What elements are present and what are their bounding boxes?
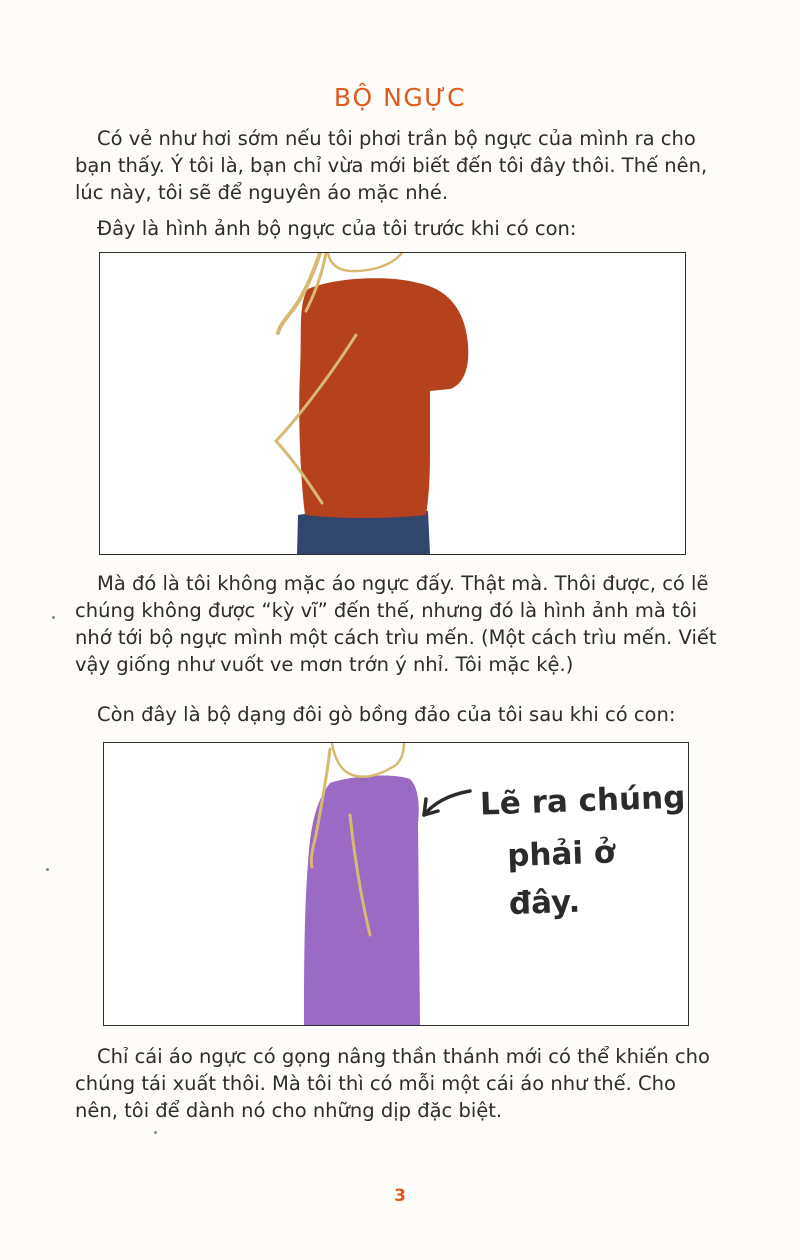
paper-speck: [154, 1131, 157, 1134]
paragraph-explanation: Mà đó là tôi không mặc áo ngực đấy. Thật mà. Thôi được, có lẽ chúng không được “kỳ vĩ” đến thế, nhưng đó là hình ảnh mà tôi nhớ tới bộ ngực mình một cách trìu mến. (Một cách trìu mến. Viết vậy giống như vuốt ve mơn trớn ý nhỉ. Tôi mặc kệ.): [75, 572, 717, 676]
illustration-before-kids: [99, 252, 686, 555]
page-title: BỘ NGỰC: [333, 83, 467, 112]
paper-speck: [46, 868, 49, 871]
paragraph-before-caption: Đây là hình ảnh bộ ngực của tôi trước khi có con:: [97, 217, 577, 240]
paper-speck: [52, 616, 55, 619]
illustration-after-kids: [103, 742, 689, 1026]
paragraph-closing: Chỉ cái áo ngực có gọng nâng thần thánh mới có thể khiến cho chúng tái xuất thôi. Mà tôi thì có mỗi một cái áo như thế. Cho nên, tôi để dành nó cho những dịp đặc biệt.: [75, 1045, 710, 1122]
neck: [332, 743, 404, 777]
sweater: [299, 278, 468, 518]
paragraph-intro: Có vẻ như hơi sớm nếu tôi phơi trần bộ ngực của mình ra cho bạn thấy. Ý tôi là, bạn chỉ vừa mới biết đến tôi đây thôi. Thế nên, lúc này, tôi sẽ để nguyên áo mặc nhé.: [75, 127, 708, 204]
paragraph-after-caption: Còn đây là bộ dạng đôi gò bồng đảo của tôi sau khi có con:: [97, 703, 676, 726]
caption-line-2: phải ở đây.: [506, 834, 616, 923]
caption-line-1: Lẽ ra chúng: [479, 779, 686, 823]
page-number: 3: [394, 1186, 406, 1206]
